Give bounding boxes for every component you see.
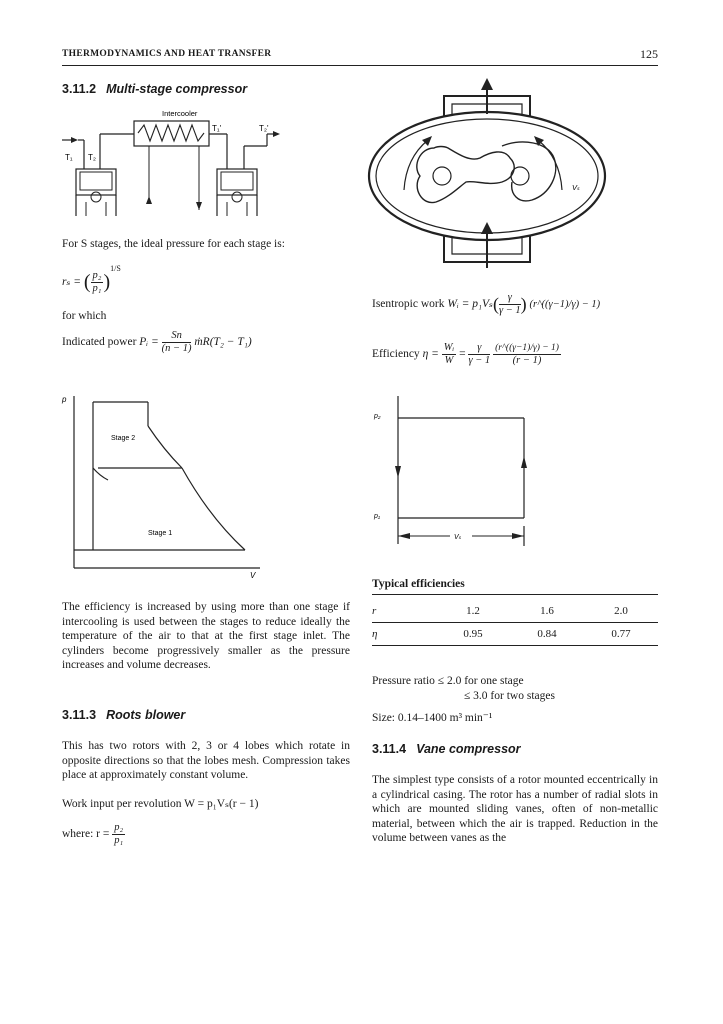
power-label: Indicated power — [62, 336, 137, 349]
size-line: Size: 0.14–1400 m³ min⁻¹ — [372, 712, 493, 724]
eta-value: 0.95 — [463, 628, 483, 640]
work-lhs: Wᵢ = p₁Vₛ — [447, 298, 493, 311]
eff-n2: γ — [468, 342, 490, 355]
intercooler-label: Intercooler — [162, 109, 198, 118]
eta-value: 0.84 — [537, 628, 557, 640]
work-frac-den: γ − 1 — [498, 305, 521, 316]
two-stage-pv-diagram — [60, 390, 265, 580]
eff-n3: (r^((γ−1)/γ) − 1) — [495, 343, 559, 353]
power-den: (n − 1) — [161, 343, 192, 354]
section-title: Multi-stage compressor — [106, 82, 248, 96]
eff-lhs: η = — [422, 348, 439, 361]
eff-d2: γ − 1 — [468, 355, 491, 366]
ratio-num: p₂ — [92, 269, 102, 281]
label-t1-prime: T₁' — [212, 124, 222, 133]
section-number: 3.11.3 — [62, 708, 97, 722]
r-value: 1.6 — [540, 605, 554, 617]
rotor-2-lobes — [502, 142, 556, 201]
power-formula — [62, 330, 252, 355]
casing-outer — [369, 112, 605, 240]
coil-zigzag — [138, 125, 204, 141]
cylinder-2 — [217, 169, 257, 195]
up-arrow-icon — [521, 456, 527, 468]
intercooler-figure — [62, 104, 292, 222]
where-label: where: r = — [62, 828, 110, 841]
section-title: Roots blower — [106, 708, 186, 722]
efficiencies-table — [372, 600, 658, 646]
multistage-paragraph: The efficiency is increased by using more than one stage if intercooling is used between the stages to reduce ideally the temperature of the air to that at the first stage inlet. The cylinders become progressively smaller as the pressure increases and volume decreases. — [62, 601, 350, 672]
stage-1-compression-curve — [182, 468, 245, 550]
ratio-formula: rₛ = ( $\frac{\text{p₂}}{\text{p₁}}$ )$^{1/S}$ — [62, 264, 121, 294]
r-row — [372, 600, 658, 623]
eff-d3: (r − 1) — [512, 355, 542, 366]
casing-inner — [376, 119, 598, 233]
roots-pv-diagram — [366, 394, 556, 554]
rotor-lobes — [417, 147, 514, 203]
roots-paragraph: This has two rotors with 2, 3 or 4 lobes which rotate in opposite directions so that the lobes mesh. Compression takes place at approximately constant volume. — [62, 740, 350, 782]
coolant-in-arrow-icon — [146, 196, 152, 204]
r-label: r — [372, 605, 377, 617]
where-den: p₁ — [114, 835, 124, 846]
section-number: 3.11.4 — [372, 742, 407, 756]
rotor-1-shaft — [433, 167, 451, 185]
coolant-out-arrow-icon — [196, 202, 202, 210]
where-num: p₂ — [114, 822, 124, 833]
rotor-2-shaft — [511, 167, 529, 185]
ratio-lhs: rₛ = — [62, 276, 81, 288]
roots-vs-label: Vₛ — [572, 183, 580, 192]
power-num: Sn — [162, 330, 192, 343]
discharge-arrow-icon — [481, 78, 493, 90]
roots-pv-p2: p₂ — [374, 413, 381, 420]
inlet-arrow-icon — [71, 137, 78, 143]
r-value: 2.0 — [614, 605, 628, 617]
dim-right-arrow-icon — [512, 533, 524, 539]
for-which: for which — [62, 310, 107, 322]
cylinder-1 — [76, 169, 116, 195]
pv-v-label: V — [250, 571, 256, 580]
eta-value: 0.77 — [611, 628, 631, 640]
efficiencies-title: Typical efficiencies — [372, 578, 465, 590]
pressure-line-2: ≤ 3.0 for two stages — [464, 690, 555, 702]
power-lhs: Pᵢ = — [139, 336, 159, 349]
table-rule-top — [372, 594, 658, 595]
page-header — [62, 47, 658, 66]
outlet-arrow-icon — [273, 131, 280, 137]
roots-where — [62, 822, 125, 847]
ratio-exponent: 1/S — [110, 264, 121, 273]
section-heading-multistage — [62, 82, 247, 96]
label-t2: T₂ — [88, 153, 96, 162]
roots-work-line: Work input per revolution W = p₁Vₛ(r − 1) — [62, 798, 259, 810]
stage-intro: For S stages, the ideal pressure for each stage is: — [62, 238, 285, 250]
isentropic-work-formula: Isentropic work Wᵢ = p₁Vₛ( $\frac{\gamma}{\gamma - 1}$ ) (r^((γ−1)/γ) − 1) — [372, 292, 601, 316]
label-t1: T₁ — [65, 153, 73, 162]
suction-arrow-icon — [481, 222, 493, 234]
eta-row — [372, 623, 658, 646]
eff-label: Efficiency — [372, 348, 420, 361]
down-arrow-icon — [395, 466, 401, 478]
running-title: THERMODYNAMICS AND HEAT TRANSFER — [62, 49, 272, 59]
pv-p-label: p — [62, 395, 67, 404]
stage-1-label: Stage 1 — [148, 530, 173, 537]
eta-label: η — [372, 628, 378, 640]
roots-blower-figure — [362, 78, 612, 274]
dim-left-arrow-icon — [398, 533, 410, 539]
efficiency-formula: Efficiency η = $\frac{\text{Wᵢ}}{W}$ = $\frac{\gamma}{\gamma - 1}$ $\frac{(r\^{}((\gamma-1)/\gamma) - 1)}{(r - 1)}$ — [372, 342, 559, 366]
power-rhs: ṁR(T₂ − T₁) — [194, 336, 252, 349]
pressure-line-1: Pressure ratio ≤ 2.0 for one stage — [372, 675, 524, 687]
r-value: 1.2 — [466, 605, 480, 617]
vane-paragraph: The simplest type consists of a rotor mounted eccentrically in a cylindrical casing. The rotor has a number of radial slots in which are mounted sliding vanes, often of non-metallic material, between which the air is trapped. Reduction in the volume between vanes as the — [372, 774, 658, 845]
work-tail: (r^((γ−1)/γ) − 1) — [529, 299, 601, 311]
section-heading-vane — [372, 742, 521, 756]
page-number: 125 — [640, 47, 658, 61]
eff-n1: Wᵢ — [443, 342, 455, 353]
section-heading-roots — [62, 708, 185, 722]
roots-pv-vs: Vₛ — [454, 534, 462, 541]
work-frac-num: γ — [499, 292, 521, 305]
section-number: 3.11.2 — [62, 82, 97, 96]
section-title: Vane compressor — [416, 742, 521, 756]
label-t2-prime: T₂' — [259, 124, 269, 133]
roots-pv-p1: p₁ — [374, 513, 381, 520]
work-label: Isentropic work — [372, 298, 445, 311]
stage-2-label: Stage 2 — [111, 435, 136, 442]
ratio-den: p₁ — [92, 282, 102, 294]
stage-2-compression-curve — [148, 426, 182, 468]
eff-d1: W — [444, 355, 454, 366]
